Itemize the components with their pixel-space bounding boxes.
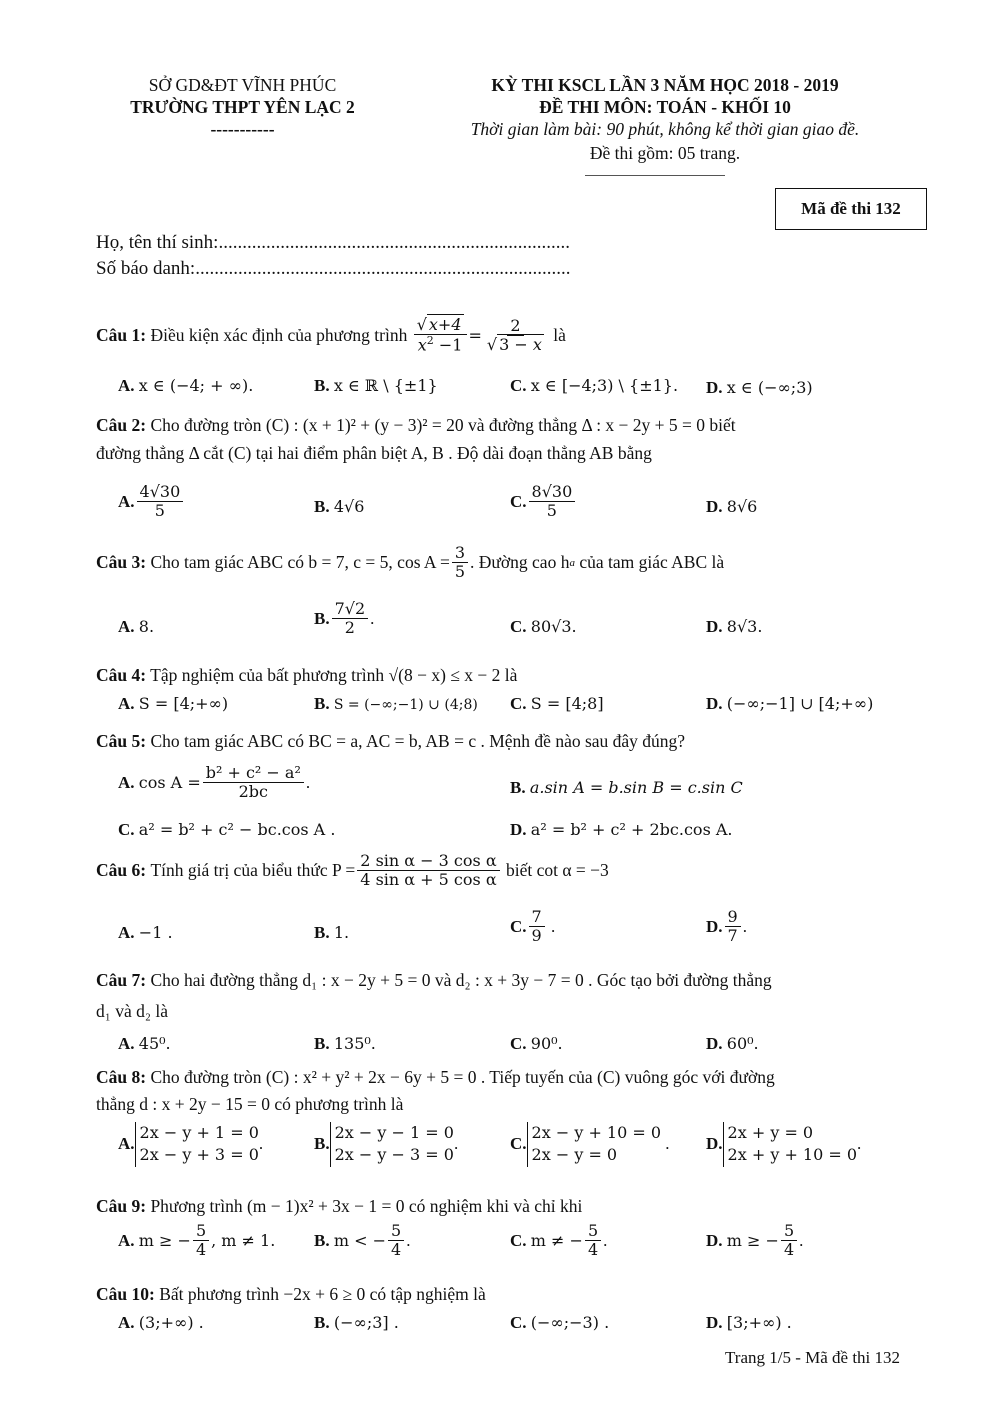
question-tail: là [553, 325, 566, 346]
option-text: 8√6 [726, 497, 758, 516]
q2-option-d[interactable] [706, 497, 757, 517]
option-label: C. [510, 1134, 527, 1154]
option-label: A. [118, 617, 135, 636]
fraction-numerator: 2 sin α − 3 cos α [357, 852, 499, 871]
exam-code: Mã đề thi 132 [801, 199, 901, 218]
fraction-numerator: 5 [193, 1222, 209, 1241]
header-divider-right [585, 175, 725, 176]
fraction-denominator: 7 [727, 926, 738, 946]
q10-option-a[interactable] [118, 1313, 204, 1333]
q7-option-c[interactable] [510, 1034, 563, 1054]
fraction-denominator: 2bc [238, 782, 268, 802]
page-footer: Trang 1/5 - Mã đề thi 132 [725, 1348, 901, 1367]
option-label: C. [510, 491, 527, 511]
question-7 [96, 970, 772, 991]
option-text: 80√3. [530, 617, 577, 636]
option-label: D. [706, 617, 723, 636]
option-label: A. [118, 1313, 135, 1332]
q7-option-d[interactable] [706, 1034, 759, 1054]
option-label: A. [118, 491, 135, 511]
q6-option-d[interactable]: D. $\frac{9}{7}$ . [706, 907, 747, 946]
option-text: (−∞;3] . [333, 1313, 399, 1332]
question-8 [96, 1067, 775, 1088]
system-line-1: 2x − y − 1 = 0 [334, 1123, 454, 1142]
q8-option-c[interactable]: C. 2x − y + 10 = 0 2x − y = 0 . [510, 1122, 670, 1167]
option-label: A. [118, 1034, 135, 1053]
question-label: Câu 3: [96, 552, 147, 573]
option-label: A. [118, 1134, 135, 1154]
q1-option-a[interactable] [118, 376, 253, 396]
q8-option-d[interactable]: D. 2x + y = 0 2x + y + 10 = 0 . [706, 1122, 861, 1167]
q1-option-b[interactable] [314, 376, 438, 396]
question-1: Câu 1: Điều kiện xác định của phương trình $\frac{√ x+4}{x^2 -1}$ = $\frac{2}{√ 3 - x}$ là [96, 315, 566, 355]
option-text: 1. [333, 923, 350, 942]
option-label: C. [510, 1230, 527, 1250]
option-label: C. [118, 820, 135, 839]
q8-option-a[interactable]: A. 2x − y + 1 = 0 2x − y + 3 = 0 . [118, 1122, 263, 1167]
option-label: D. [706, 1134, 723, 1154]
q1-option-d[interactable] [706, 378, 813, 398]
question-3: Câu 3: Cho tam giác ABC có b = 7, c = 5, cos A = $\frac{3}{5}$ . Đường cao h a của tam giác ABC là [96, 543, 725, 582]
option-label: D. [706, 497, 723, 516]
question-text: Cho đường tròn (C) : (x + 1)² + (y − 3)² = 20 và đường thẳng Δ : x − 2y + 5 = 0 biết [150, 415, 736, 435]
question-tail: . Đường cao h [470, 552, 570, 573]
q5-option-b[interactable] [510, 778, 743, 798]
q2-option-a[interactable] [118, 483, 185, 521]
option-text: cos A = [138, 773, 201, 793]
question-4 [96, 665, 517, 686]
q5-option-a[interactable]: A. cos A = $\frac{\text{b² + c² − a²}}{2bc}$ . [118, 763, 311, 802]
q6-option-a[interactable] [118, 923, 173, 943]
equation-lhs: $\frac{√ x+4}{x^2 -1}$ [414, 316, 467, 355]
option-label: D. [706, 916, 723, 936]
question-10 [96, 1284, 486, 1305]
question-label: Câu 9: [96, 1196, 147, 1216]
option-text: x ∈ (−∞;3) [726, 378, 813, 397]
option-text: x ∈ [−4;3) \ {±1}. [530, 376, 679, 395]
option-text: 45⁰. [138, 1034, 171, 1053]
option-text: a² = b² + c² + 2bc.cos A. [530, 820, 733, 839]
option-label: A. [118, 376, 135, 395]
option-label: D. [706, 1230, 723, 1250]
q10-option-c[interactable] [510, 1313, 609, 1333]
question-text: Cho tam giác ABC có BC = a, AC = b, AB = c . Mệnh đề nào sau đây đúng? [150, 731, 686, 751]
question-tail: biết cot α = −3 [506, 860, 609, 881]
q2-option-c[interactable] [510, 483, 577, 521]
question-label: Câu 4: [96, 665, 147, 685]
q9-option-a[interactable] [118, 1222, 275, 1260]
student-id-field[interactable]: Số báo danh:............................................................................... [96, 258, 571, 279]
option-text: x ∈ ℝ \ {±1} [333, 376, 438, 395]
q3-option-a[interactable] [118, 617, 154, 637]
question-label: Câu 1: [96, 325, 147, 346]
school-department: SỞ GD&ĐT VĨNH PHÚC [148, 75, 337, 95]
option-label: A. [118, 1230, 135, 1250]
option-label: C. [510, 376, 527, 395]
option-text: x ∈ (−4; + ∞). [138, 376, 254, 395]
fraction-denominator: 4 [391, 1240, 402, 1260]
fraction-numerator: 7 [529, 908, 545, 927]
option-label: D. [706, 1313, 723, 1332]
option-text: S = (−∞;−1) ∪ (4;8) [333, 697, 478, 713]
question-label: Câu 6: [96, 860, 147, 881]
q10-option-b[interactable] [314, 1313, 399, 1333]
option-text: a.sin A = b.sin B = c.sin C [529, 778, 743, 797]
option-label: B. [314, 1134, 330, 1154]
fraction-denominator: 4 [587, 1240, 599, 1260]
option-label: C. [510, 1313, 527, 1332]
option-text: 8. [138, 617, 155, 636]
q3-option-c[interactable] [510, 617, 577, 637]
option-label: B. [314, 694, 330, 713]
option-label: D. [706, 694, 723, 713]
option-text: −1 . [138, 923, 173, 942]
option-label: A. [118, 694, 135, 713]
exam-code-box [775, 188, 927, 230]
question-text: Phương trình (m − 1)x² + 3x − 1 = 0 có nghiệm khi và chỉ khi [150, 1196, 583, 1216]
fraction-denominator: 4 [783, 1240, 795, 1260]
option-text: (3;+∞) . [138, 1313, 204, 1332]
q2-option-b[interactable] [314, 497, 364, 517]
equation-rhs: $\frac{2}{√ 3 - x}$ [486, 315, 542, 355]
fraction-numerator: 7√2 [332, 600, 369, 619]
option-label: B. [314, 376, 330, 395]
q4-option-d[interactable] [706, 694, 873, 714]
option-text: m ≥ − [726, 1231, 779, 1251]
option-text: 8√3. [726, 617, 763, 636]
option-text: a² = b² + c² − bc.cos A . [138, 820, 336, 839]
option-label: B. [314, 1313, 330, 1332]
option-text: S = [4;8] [530, 694, 604, 713]
fraction-numerator: 4√30 [137, 483, 184, 502]
question-tail-2: của tam giác ABC là [579, 552, 725, 573]
fraction-denominator: 2 [344, 618, 355, 638]
question-2 [96, 415, 736, 436]
system-line-1: 2x − y + 1 = 0 [139, 1123, 259, 1142]
exam-pages: Đề thi gồm: 05 trang. [589, 143, 741, 163]
q5-option-c[interactable] [118, 820, 335, 840]
fraction-denominator: 4 [195, 1240, 207, 1260]
option-text: m ≠ − [530, 1231, 583, 1251]
question-text: Bất phương trình −2x + 6 ≥ 0 có tập nghiệm là [159, 1284, 486, 1304]
q7-option-a[interactable] [118, 1034, 171, 1054]
system-line-1: 2x + y = 0 [727, 1123, 814, 1142]
question-9 [96, 1196, 582, 1217]
option-label: D. [706, 1034, 723, 1053]
question-5 [96, 731, 685, 752]
system-line-2: 2x − y − 3 = 0 [334, 1145, 454, 1165]
fraction-numerator: 3 [452, 544, 468, 563]
question-label: Câu 5: [96, 731, 147, 751]
question-text: Cho đường tròn (C) : x² + y² + 2x − 6y + 5 = 0 . Tiếp tuyến của (C) vuông góc với đường [150, 1067, 775, 1087]
option-label: A. [118, 923, 135, 942]
q1-option-c[interactable] [510, 376, 678, 396]
question-8-line2: thẳng d : x + 2y − 15 = 0 có phương trình là [96, 1094, 404, 1114]
option-text: 135⁰. [333, 1034, 376, 1053]
option-label: B. [314, 497, 330, 516]
question-label: Câu 8: [96, 1067, 147, 1087]
q6-option-b[interactable] [314, 923, 349, 943]
question-label: Câu 2: [96, 415, 147, 435]
fraction-numerator: 5 [585, 1222, 601, 1241]
option-label: C. [510, 694, 527, 713]
system-line-2: 2x + y + 10 = 0 [727, 1145, 858, 1165]
option-label: B. [510, 778, 526, 797]
fraction-denominator: 5 [546, 501, 557, 521]
system-line-2: 2x − y = 0 [531, 1145, 618, 1165]
question-label: Câu 10: [96, 1284, 155, 1304]
fraction-denominator: 9 [531, 926, 542, 946]
q8-option-b[interactable]: B. 2x − y − 1 = 0 2x − y − 3 = 0 . [314, 1122, 458, 1167]
option-label: D. [510, 820, 527, 839]
option-text-tail: , m ≠ 1. [211, 1231, 276, 1251]
q3-option-d[interactable] [706, 617, 762, 637]
option-label: C. [510, 617, 527, 636]
option-text: [3;+∞) . [726, 1313, 792, 1332]
option-text: 4√6 [333, 497, 365, 516]
q9-option-c[interactable]: C. m ≠ − $\frac{5}{4}$ . [510, 1221, 608, 1260]
system-line-1: 2x − y + 10 = 0 [531, 1123, 662, 1142]
option-text: (−∞;−3) . [530, 1313, 610, 1332]
question-label: Câu 7: [96, 970, 147, 990]
fraction-numerator: 8√30 [529, 483, 576, 502]
school-name: TRƯỜNG THPT YÊN LẠC 2 [130, 97, 355, 117]
question-text: Cho tam giác ABC có b = 7, c = 5, cos A = [150, 552, 450, 573]
fraction-numerator: 5 [388, 1222, 404, 1241]
option-label: C. [510, 916, 527, 936]
q4-option-a[interactable] [118, 694, 228, 714]
q9-option-b[interactable]: B. m < − $\frac{5}{4}$ . [314, 1221, 411, 1260]
option-text: m ≥ − [138, 1231, 191, 1251]
fraction-denominator: 5 [454, 562, 466, 582]
option-text: S = [4;+∞) [138, 694, 229, 713]
q6-option-c[interactable]: C. $\frac{7}{9}$ . [510, 907, 556, 946]
fraction-denominator: 4 sin α + 5 cos α [360, 870, 497, 890]
option-text: 60⁰. [726, 1034, 759, 1053]
option-text: m < − [333, 1231, 386, 1251]
fraction-numerator: b² + c² − a² [203, 764, 304, 783]
option-label: D. [706, 378, 723, 397]
q5-option-d[interactable] [510, 820, 733, 840]
option-label: B. [314, 608, 330, 628]
q7-option-b[interactable] [314, 1034, 376, 1054]
question-7-line2: d₁ và d₂ là [96, 1001, 168, 1021]
fraction-denominator: 5 [154, 501, 165, 521]
option-label: C. [510, 1034, 527, 1053]
fraction-numerator: 9 [725, 908, 741, 927]
q4-option-b[interactable] [314, 694, 478, 714]
question-text: Tính giá trị của biểu thức P = [150, 860, 356, 881]
option-text: 90⁰. [530, 1034, 563, 1053]
option-label: B. [314, 1034, 330, 1053]
system-line-2: 2x − y + 3 = 0 [139, 1145, 259, 1165]
question-text: Tập nghiệm của bất phương trình √(8 − x) ≤ x − 2 là [150, 665, 518, 685]
q9-option-d[interactable]: D. m ≥ − $\frac{5}{4}$ . [706, 1221, 804, 1260]
question-6 [96, 852, 609, 890]
option-label: B. [314, 923, 330, 942]
question-text: Điều kiện xác định của phương trình [150, 325, 408, 346]
q10-option-d[interactable] [706, 1313, 792, 1333]
option-text: (−∞;−1] ∪ [4;+∞) [726, 694, 874, 713]
question-text: Cho hai đường thẳng d₁ : x − 2y + 5 = 0 và d₂ : x + 3y − 7 = 0 . Góc tạo bởi đường thẳng [150, 970, 772, 990]
question-2-line2: đường thẳng Δ cắt (C) tại hai điểm phân biệt A, B . Độ dài đoạn thẳng AB bằng [96, 443, 652, 463]
fraction-numerator: 5 [781, 1222, 797, 1241]
exam-duration: Thời gian làm bài: 90 phút, không kể thời gian giao đề. [470, 119, 860, 139]
exam-subject: ĐỀ THI MÔN: TOÁN - KHỐI 10 [539, 97, 791, 117]
q4-option-c[interactable] [510, 694, 604, 714]
header-divider-left: ----------- [210, 119, 275, 139]
option-label: B. [314, 1230, 330, 1250]
option-label: A. [118, 772, 135, 792]
student-name-field[interactable]: Họ, tên thí sinh:.......................................................................... [96, 232, 570, 253]
exam-title: KỲ THI KSCL LẦN 3 NĂM HỌC 2018 - 2019 [491, 75, 839, 95]
q3-option-b[interactable]: B. $\frac{7√2}{2}$ . [314, 599, 375, 638]
